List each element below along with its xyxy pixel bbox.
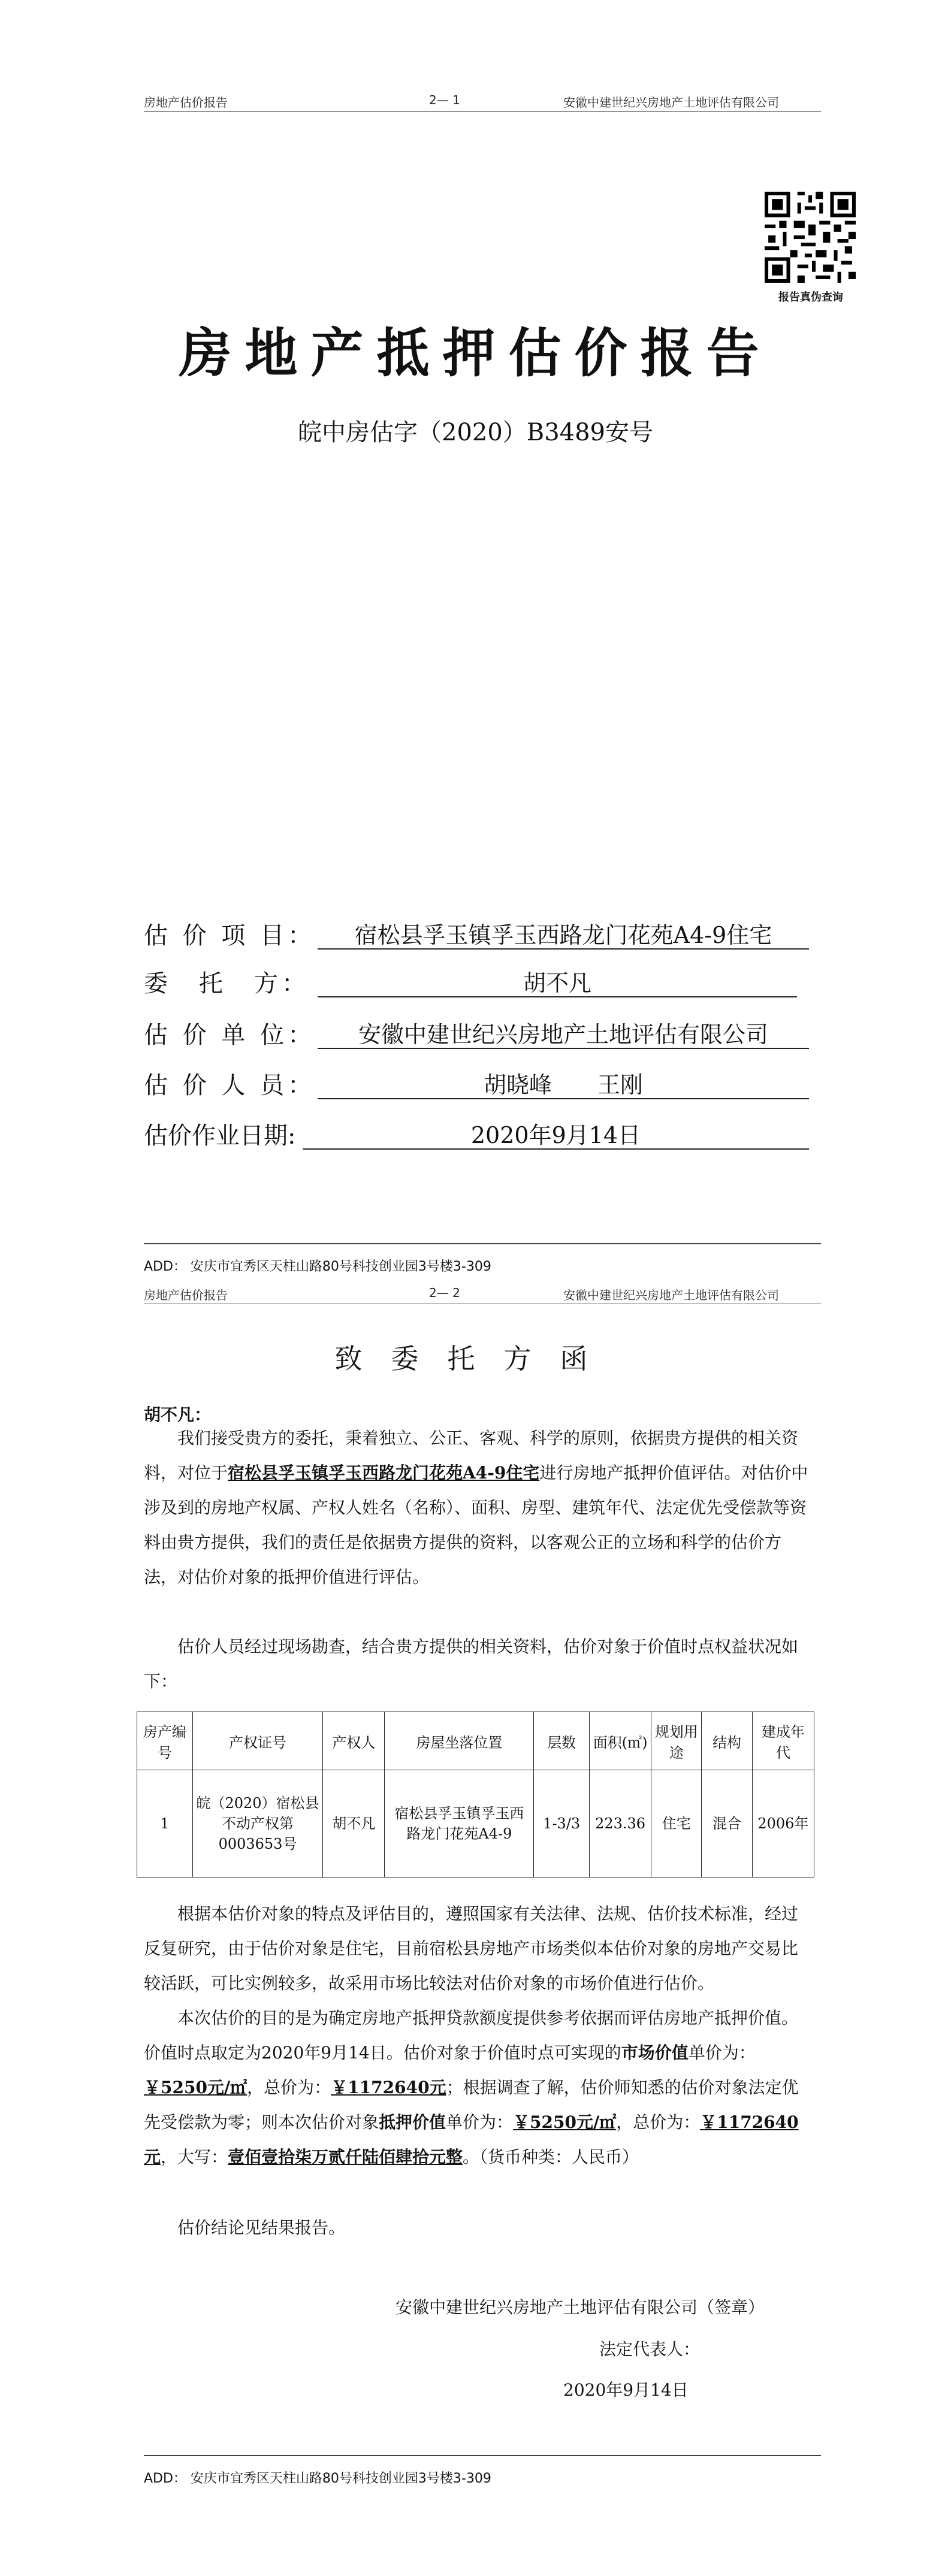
page1-header-right: 安徽中建世纪兴房地产土地评估有限公司 xyxy=(563,95,779,110)
property-table xyxy=(137,1712,814,1877)
table-cell: 胡不凡 xyxy=(323,1770,385,1877)
table-cell: 住宅 xyxy=(651,1770,702,1877)
letter-title: 致委托方函 xyxy=(334,1343,617,1375)
col-header: 层数 xyxy=(534,1712,590,1770)
signature-date: 2020年9月14日 xyxy=(563,2380,689,2400)
mortgage-unit-price: ￥5250元/㎡ xyxy=(513,2112,617,2132)
page1-header-page-number: 2— 1 xyxy=(429,93,460,107)
label-appraiser-firm: 估 价 单 位： xyxy=(144,1021,316,1049)
report-number: 皖中房估字（2020）B3489安号 xyxy=(298,419,653,446)
market-total-price: ￥1172640元 xyxy=(331,2078,446,2097)
col-header: 产权证号 xyxy=(192,1712,323,1770)
col-header: 面积(㎡) xyxy=(590,1712,651,1770)
col-header: 建成年代 xyxy=(752,1712,814,1770)
table-cell: 1-3/3 xyxy=(534,1770,590,1877)
paragraph-survey: 估价人员经过现场勘查，结合贵方提供的相关资料，估价对象于价值时点权益状况如下： xyxy=(144,1637,799,1691)
table-cell: 宿松县孚玉镇孚玉西路龙门花苑A4-9 xyxy=(385,1770,534,1877)
salutation: 胡不凡： xyxy=(144,1405,212,1425)
page2-header-page-number: 2— 2 xyxy=(429,1286,460,1300)
page2-footer-address: ADD： 安庆市宜秀区天柱山路80号科技创业园3号楼3-309 xyxy=(144,2471,491,2486)
underline-project xyxy=(318,948,809,950)
label-work-date: 估价作业日期: xyxy=(144,1122,296,1150)
table-cell: 皖（2020）宿松县不动产权第0003653号 xyxy=(192,1770,323,1877)
mortgage-value-label: 抵押价值 xyxy=(379,2112,446,2132)
label-client: 委 托 方： xyxy=(144,970,309,997)
page1-header-rule xyxy=(144,111,821,112)
col-header: 规划用途 xyxy=(651,1712,702,1770)
page1-header-left: 房地产估价报告 xyxy=(144,95,228,110)
table-cell: 1 xyxy=(137,1770,193,1877)
report-title: 房地产抵押估价报告 xyxy=(179,322,772,384)
label-appraisers: 估 价 人 员： xyxy=(144,1072,316,1099)
market-value-label: 市场价值 xyxy=(621,2043,689,2063)
page2-header-right: 安徽中建世纪兴房地产土地评估有限公司 xyxy=(563,1288,779,1302)
legal-representative: 法定代表人： xyxy=(599,2339,701,2359)
paragraph-intro: 我们接受贵方的委托，秉着独立、公正、客观、科学的原则，依据贵方提供的相关资料，对位于宿松县孚玉镇孚玉西路龙门花苑A4-9住宅进行房地产抵押价值评估。对估价中涉及到的房地产权属、产权人姓名（名称）、面积、房型、建筑年代、法定优先受偿款等资料由贵方提供，我们的责任是依据贵方提供的资料，以客观公正的立场和科学的估价方法，对估价对象的抵押价值进行评估。 xyxy=(144,1428,808,1587)
property-address-emphasis: 宿松县孚玉镇孚玉西路龙门花苑A4-9住宅 xyxy=(228,1463,540,1483)
col-header: 房屋坐落位置 xyxy=(385,1712,534,1770)
underline-client xyxy=(318,996,797,997)
table-cell: 2006年 xyxy=(752,1770,814,1877)
page1-footer-rule xyxy=(144,1243,821,1244)
table-cell: 223.36 xyxy=(590,1770,651,1877)
qr-code-icon xyxy=(765,192,856,283)
underline-appraiser-firm xyxy=(318,1048,809,1049)
mortgage-total-price: ￥1172640元 xyxy=(144,2112,799,2167)
value-work-date: 2020年9月14日 xyxy=(470,1122,641,1148)
paragraph-conclusion: 估价结论见结果报告。 xyxy=(177,2218,346,2238)
table-header-row xyxy=(137,1712,814,1770)
value-project: 宿松县孚玉镇孚玉西路龙门花苑A4-9住宅 xyxy=(354,922,772,948)
value-appraiser-firm: 安徽中建世纪兴房地产土地评估有限公司 xyxy=(358,1021,768,1048)
page2-header-left: 房地产估价报告 xyxy=(144,1288,228,1302)
qr-caption: 报告真伪查询 xyxy=(778,291,843,304)
value-client: 胡不凡 xyxy=(523,970,591,996)
table-cell: 混合 xyxy=(702,1770,752,1877)
table-row xyxy=(137,1770,814,1877)
page1-footer-address: ADD： 安庆市宜秀区天柱山路80号科技创业园3号楼3-309 xyxy=(144,1259,491,1274)
value-appraisers: 胡晓峰 王刚 xyxy=(483,1072,643,1098)
paragraph-valuation: 本次估价的目的是为确定房地产抵押贷款额度提供参考依据而评估房地产抵押价值。价值时点取定为2020年9月14日。估价对象于价值时点可实现的市场价值单价为：￥5250元/㎡，总价为：￥1172640元；根据调查了解，估价师知悉的估价对象法定优先受偿款为零；则本次估价对象抵押价值单价为：￥5250元/㎡，总价为：￥1172640元，大写：壹佰壹拾柒万贰仟陆佰肆拾元整。（货币种类：人民币） xyxy=(144,2008,799,2167)
market-unit-price: ￥5250元/㎡ xyxy=(144,2078,247,2097)
page2-footer-rule xyxy=(144,2455,821,2456)
col-header: 产权人 xyxy=(323,1712,385,1770)
col-header: 房产编号 xyxy=(137,1712,193,1770)
amount-in-words: 壹佰壹拾柒万贰仟陆佰肆拾元整 xyxy=(228,2147,463,2167)
underline-appraisers xyxy=(318,1098,809,1099)
paragraph-method: 根据本估价对象的特点及评估目的，遵照国家有关法律、法规、估价技术标准，经过反复研究，由于估价对象是住宅，目前宿松县房地产市场类似本估价对象的房地产交易比较活跃，可比实例较多，故采用市场比较法对估价对象的市场价值进行估价。 xyxy=(144,1904,799,1993)
signature-company: 安徽中建世纪兴房地产土地评估有限公司（签章） xyxy=(396,2297,765,2317)
col-header: 结构 xyxy=(702,1712,752,1770)
underline-work-date xyxy=(303,1148,809,1150)
label-project: 估 价 项 目： xyxy=(144,922,316,950)
